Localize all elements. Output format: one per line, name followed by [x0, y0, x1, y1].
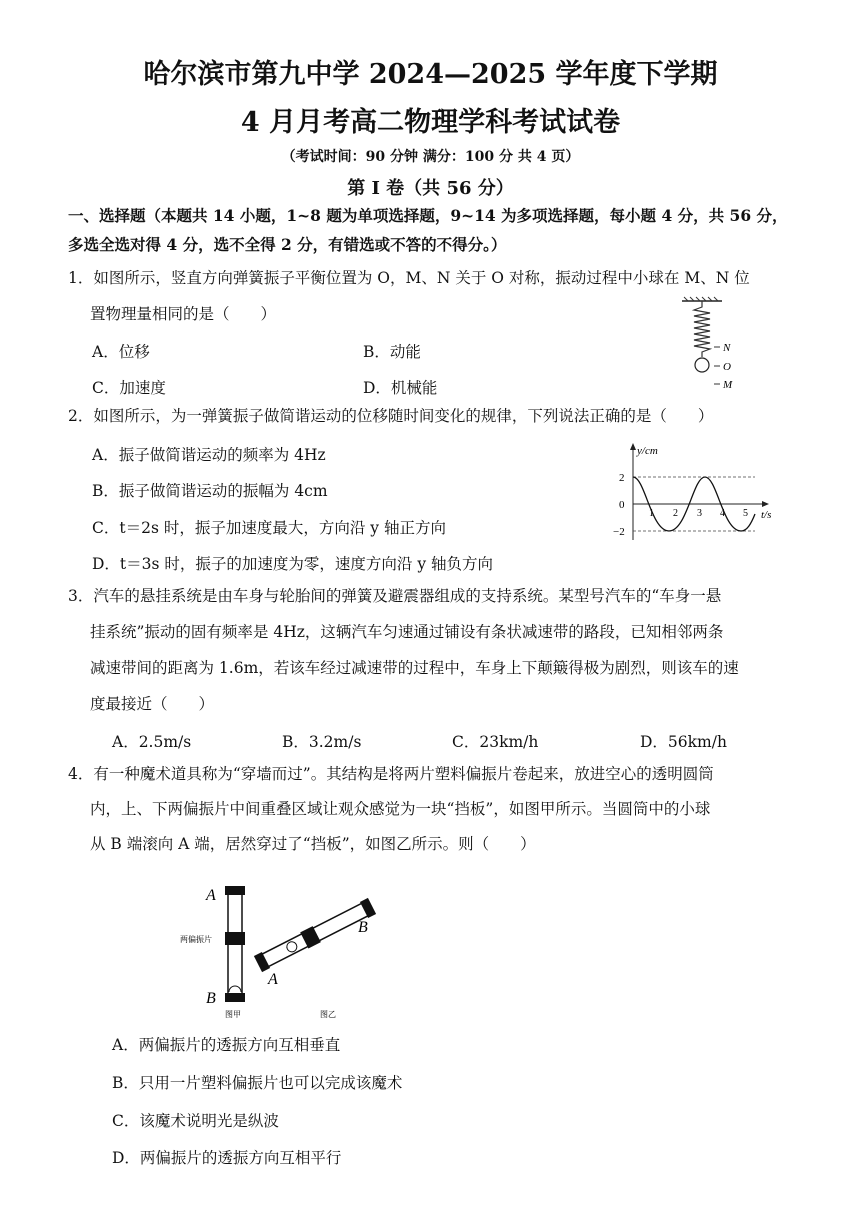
- fig1-label-a: A: [206, 887, 216, 904]
- q3-option-d: D．56km/h: [640, 733, 727, 751]
- q2-option-a: A．振子做简谐运动的频率为 4Hz: [92, 446, 326, 464]
- spring-oscillator-figure: [670, 295, 750, 395]
- q3-option-b: B．3.2m/s: [282, 733, 362, 751]
- q2-option-b: B．振子做简谐运动的振幅为 4cm: [92, 482, 328, 500]
- q4-option-c: C．该魔术说明光是纵波: [112, 1112, 279, 1130]
- ytick-0: 0: [619, 499, 625, 511]
- question-4-line1: 4．有一种魔术道具称为“穿墙而过”。其结构是将两片塑料偏振片卷起来，放进空心的透明圆筒: [68, 765, 714, 783]
- question-4-line3: 从 B 端滚向 A 端，居然穿过了“挡板”，如图乙所示。则（ ）: [90, 835, 536, 853]
- xtick-3: 3: [697, 508, 702, 519]
- polarizer-label: 两偏振片: [180, 935, 212, 944]
- q2-option-c: C．t＝2s 时，振子加速度最大，方向沿 y 轴正方向: [92, 519, 446, 537]
- xtick-2: 2: [673, 508, 678, 519]
- q1-option-d: D．机械能: [363, 379, 438, 397]
- xtick-4: 4: [720, 508, 725, 519]
- q2-option-d: D．t＝3s 时，振子的加速度为零，速度方向沿 y 轴负方向: [92, 555, 494, 573]
- question-2-line1: 2．如图所示，为一弹簧振子做简谐运动的位移随时间变化的规律，下列说法正确的是（ ）: [68, 407, 714, 425]
- label-o: O: [723, 361, 731, 373]
- fig1-label-b: B: [206, 990, 216, 1007]
- question-1-line2: 置物理量相同的是（ ）: [90, 305, 277, 323]
- exam-info: （考试时间：90 分钟 满分：100 分 共 4 页）: [281, 149, 580, 165]
- exam-title: 哈尔滨市第九中学 2024—2025 学年度下学期: [143, 59, 718, 90]
- label-n: N: [723, 342, 731, 354]
- question-1-line1: 1．如图所示，竖直方向弹簧振子平衡位置为 O，M、N 关于 O 对称，振动过程中小球在 M、N 位: [68, 269, 750, 287]
- ytick-neg2: −2: [613, 526, 625, 538]
- q3-option-a: A．2.5m/s: [112, 733, 192, 751]
- graph-ylabel: y/cm: [637, 445, 658, 457]
- q1-option-c: C．加速度: [92, 379, 166, 397]
- q3-option-c: C．23km/h: [452, 733, 539, 751]
- fig2-label-a: A: [268, 971, 278, 988]
- ytick-2: 2: [619, 472, 625, 484]
- polarizer-tube-figure: [170, 880, 390, 1020]
- section-instructions-line1: 一、选择题（本题共 14 小题，1~8 题为单项选择题，9~14 为多项选择题，每小题 4 分，共 56 分，: [68, 206, 788, 225]
- displacement-time-graph: [605, 440, 785, 550]
- question-3-line3: 减速带间的距离为 1.6m，若该车经过减速带的过程中，车身上下颠簸得极为剧烈，则该车的速: [90, 659, 739, 677]
- fig1-caption: 图甲: [225, 1010, 241, 1019]
- fig2-caption: 图乙: [320, 1010, 336, 1019]
- q1-option-b: B．动能: [363, 343, 421, 361]
- q4-option-b: B．只用一片塑料偏振片也可以完成该魔术: [112, 1074, 403, 1092]
- graph-xlabel: t/s: [761, 509, 772, 521]
- part-heading: 第 I 卷（共 56 分）: [347, 178, 514, 199]
- xtick-5: 5: [743, 508, 748, 519]
- label-m: M: [723, 379, 733, 391]
- question-3-line1: 3．汽车的悬挂系统是由车身与轮胎间的弹簧及避震器组成的支持系统。某型号汽车的“车身一悬: [68, 587, 722, 605]
- q4-option-a: A．两偏振片的透振方向互相垂直: [112, 1036, 341, 1054]
- question-3-line2: 挂系统”振动的固有频率是 4Hz，这辆汽车匀速通过铺设有条状减速带的路段，已知相邻两条: [90, 623, 724, 641]
- xtick-1: 1: [649, 508, 654, 519]
- fig2-label-b: B: [358, 919, 368, 936]
- section-instructions-line2: 多选全选对得 4 分，选不全得 2 分，有错选或不答的不得分。）: [68, 235, 507, 254]
- exam-subtitle: 4 月月考高二物理学科考试试卷: [240, 107, 621, 138]
- q4-option-d: D．两偏振片的透振方向互相平行: [112, 1149, 342, 1167]
- q1-option-a: A．位移: [92, 343, 150, 361]
- question-4-line2: 内，上、下两偏振片中间重叠区域让观众感觉为一块“挡板”，如图甲所示。当圆筒中的小球: [90, 800, 711, 818]
- question-3-line4: 度最接近（ ）: [90, 695, 215, 713]
